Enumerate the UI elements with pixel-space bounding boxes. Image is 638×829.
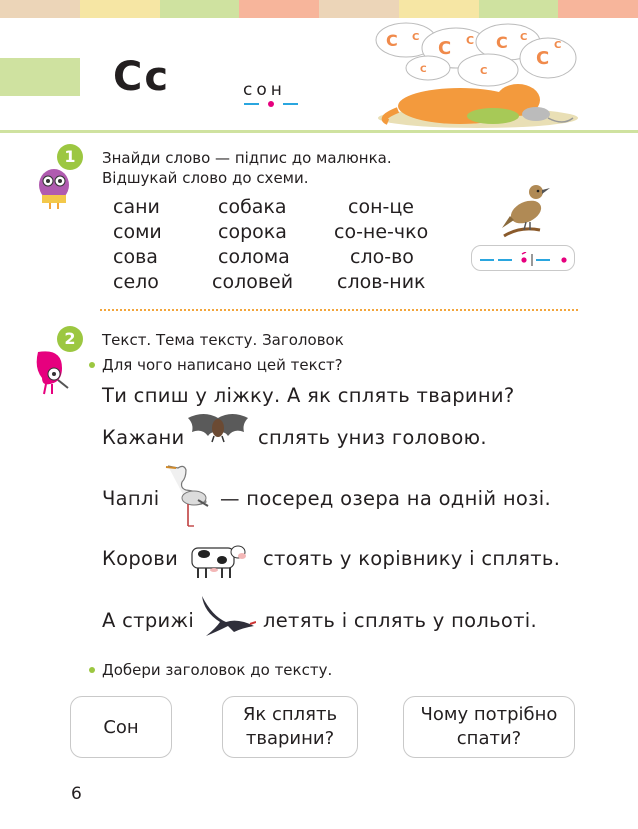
top-color-stripe — [0, 0, 638, 18]
title-option-1-label: Сон — [103, 716, 139, 738]
word-cell: сорока — [218, 221, 287, 243]
title-option-2-line1: Як сплять — [242, 704, 338, 725]
pink-mascot-icon — [32, 348, 74, 396]
svg-text:C: C — [412, 32, 420, 43]
word-cell: солома — [218, 246, 290, 268]
nightingale-picture — [500, 178, 558, 240]
word-cell: слов-ник — [337, 271, 426, 293]
word-cell: сло-во — [350, 246, 414, 268]
word-scheme — [478, 252, 570, 266]
task-2-choose: Добери заголовок до тексту. — [102, 661, 333, 679]
text-line-3-start: Чаплі — [102, 487, 160, 510]
task-1-instruction-1: Знайди слово — підпис до малюнка. — [102, 149, 392, 167]
word-cell: село — [113, 271, 159, 293]
text-line-2-end: сплять униз головою. — [258, 426, 487, 449]
word-cell: сани — [113, 196, 160, 218]
svg-text:C: C — [420, 65, 427, 75]
word-cell: сон-це — [348, 196, 414, 218]
text-line-2-start: Кажани — [102, 426, 185, 449]
page-title: Сс — [113, 54, 171, 100]
text-line-3-end: — посеред озера на одній нозі. — [220, 487, 551, 510]
bullet-icon — [89, 667, 95, 673]
text-line-5-start: А стрижі — [102, 609, 195, 632]
title-option-2-line2: тварини? — [245, 728, 335, 749]
sleeping-cat-illustration — [368, 18, 583, 130]
svg-text:C: C — [520, 32, 528, 43]
svg-text:C: C — [496, 33, 508, 52]
page-number: 6 — [71, 784, 82, 804]
bullet-icon — [89, 362, 95, 368]
title-option-3-line1: Чому потрібно — [420, 704, 558, 725]
svg-text:C: C — [480, 66, 488, 77]
title-option-1[interactable] — [70, 696, 172, 758]
text-line-5-end: летять і сплять у польоті. — [263, 609, 538, 632]
task-2-number: 2 — [57, 326, 83, 352]
header-word: сон — [243, 80, 286, 100]
owl-mascot-icon — [36, 163, 72, 211]
svg-text:C: C — [386, 31, 398, 50]
text-line-4-end: стоять у корівнику і сплять. — [263, 547, 561, 570]
text-line-1: Ти спиш у ліжку. А як сплять тварини? — [102, 384, 515, 407]
task-2-question: Для чого написано цей текст? — [102, 356, 343, 374]
section-divider — [100, 309, 578, 311]
swift-picture — [198, 592, 256, 638]
svg-text:C: C — [536, 48, 550, 69]
word-cell: соловей — [212, 271, 294, 293]
header-divider — [0, 130, 638, 133]
heron-picture — [164, 460, 212, 528]
task-1-instruction-2: Відшукай слово до схеми. — [102, 169, 309, 187]
bat-picture — [184, 410, 252, 452]
word-cell: сова — [113, 246, 158, 268]
sound-scheme — [243, 101, 299, 107]
cow-picture — [184, 538, 248, 580]
word-cell: со-не-чко — [334, 221, 429, 243]
word-cell: соми — [113, 221, 162, 243]
title-option-3[interactable] — [403, 696, 575, 758]
task-2-heading: Текст. Тема тексту. Заголовок — [102, 331, 344, 349]
svg-text:C: C — [554, 40, 562, 51]
svg-text:C: C — [438, 38, 452, 59]
word-cell: собака — [218, 196, 287, 218]
svg-text:C: C — [466, 34, 475, 47]
task-1-number: 1 — [57, 144, 83, 170]
title-option-2[interactable] — [222, 696, 358, 758]
title-option-3-line2: спати? — [456, 728, 522, 749]
text-line-4-start: Корови — [102, 547, 179, 570]
header-tab — [0, 58, 80, 96]
